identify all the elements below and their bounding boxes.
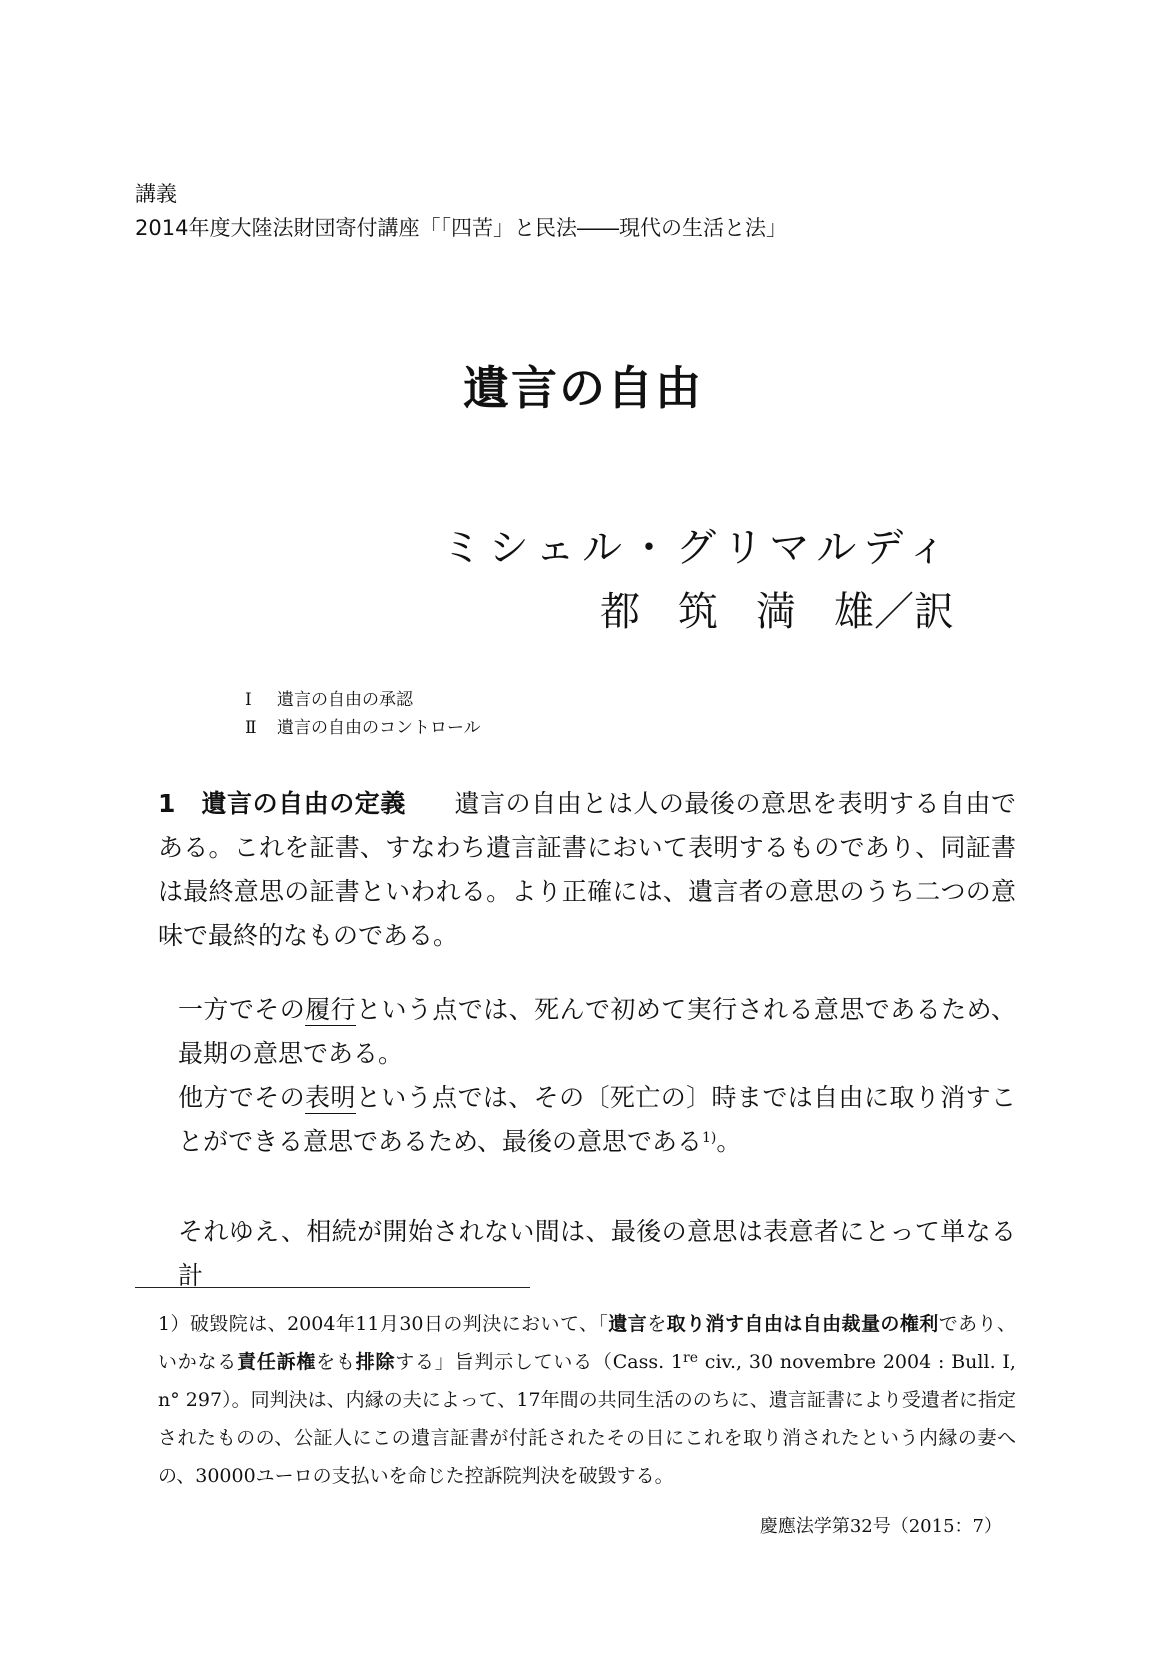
footnote-text: を — [647, 1313, 667, 1335]
translator-char: 筑 — [678, 589, 718, 635]
footnote-text: をも — [316, 1351, 356, 1373]
footnote-emphasis: 取り消す自由は自由裁量の権利 — [666, 1313, 939, 1335]
toc-item — [245, 685, 413, 710]
footnote-divider — [135, 1287, 530, 1288]
series-title: 2014年度大陸法財団寄付講座「「四苦」と民法――現代の生活と法」 — [135, 216, 787, 240]
footnote-text: であり、いかなる — [158, 1313, 1016, 1373]
toc-label: 遺言の自由の承認 — [277, 690, 413, 710]
author-name: ミシェル・グリマルディ — [441, 525, 954, 571]
footnote-emphasis: 排除 — [355, 1351, 396, 1373]
translator-char: 満 — [756, 589, 796, 635]
toc-number: Ⅰ — [245, 690, 252, 710]
footnote-text: civ., 30 novembre 2004 : Bull. I, n° 297）。同判決は、内縁の夫によって、17年間の共同生活ののちに、遺言証書により受遺者に指定されたものの、公証人にこの遺言証書が付託されたその日にこれを取り消されたという内縁の妻への、30000ユーロの支払いを命じた控訴院判決を破毀する。 — [158, 1351, 1016, 1487]
translator-char: 雄 — [834, 589, 874, 635]
footnote-emphasis: 遺言 — [608, 1313, 648, 1335]
translator-suffix: ／訳 — [874, 589, 954, 635]
footnote-superscript: re — [683, 1350, 698, 1366]
paragraph-text: 他方でその — [178, 1083, 306, 1112]
paragraph-text: という点では、その〔死亡の〕時までは自由に取り消すことができる意思であるため、最後の意思である — [178, 1083, 1016, 1156]
footnote — [158, 1305, 1016, 1495]
footnote-number: 1） — [158, 1313, 190, 1335]
footnote-emphasis: 責任訴権 — [237, 1351, 317, 1373]
underlined-term: 履行 — [305, 995, 357, 1024]
page-title: 遺言の自由 — [463, 361, 703, 415]
footnote-text: する」旨判示している（Cass. 1 — [395, 1351, 684, 1373]
underlined-term: 表明 — [305, 1083, 356, 1112]
section-heading: 1 遺言の自由の定義 — [158, 789, 406, 818]
toc-number: Ⅱ — [245, 718, 257, 738]
toc-label: 遺言の自由のコントロール — [277, 718, 481, 738]
body-paragraph-2 — [178, 988, 1016, 1076]
toc-item — [245, 713, 481, 738]
series-label: 講義 — [135, 182, 177, 206]
body-paragraph-1 — [158, 782, 1016, 958]
footnote-reference[interactable]: 1) — [702, 1130, 717, 1146]
paragraph-text: 。 — [716, 1127, 742, 1156]
body-paragraph-3 — [178, 1076, 1016, 1164]
paragraph-text: という点では、死んで初めて実行される意思であるため、最期の意思である。 — [178, 995, 1016, 1068]
translator-char: 都 — [600, 589, 640, 635]
running-footer: 慶應法学第32号（2015：7） — [759, 1516, 1002, 1537]
translator-name — [600, 580, 954, 637]
paragraph-text: 遺言の自由とは人の最後の意思を表明する自由である。これを証書、すなわち遺言証書において表明するものであり、同証書は最終意思の証書といわれる。より正確には、遺言者の意思のうち二つの意味で最終的なものである。 — [158, 789, 1016, 950]
body-paragraph-4: それゆえ、相続が開始されない間は、最後の意思は表意者にとって単なる計 — [178, 1217, 1016, 1290]
paragraph-text: 一方でその — [178, 995, 306, 1024]
footnote-text: 破毀院は、2004年11月30日の判決において、「 — [189, 1313, 609, 1335]
